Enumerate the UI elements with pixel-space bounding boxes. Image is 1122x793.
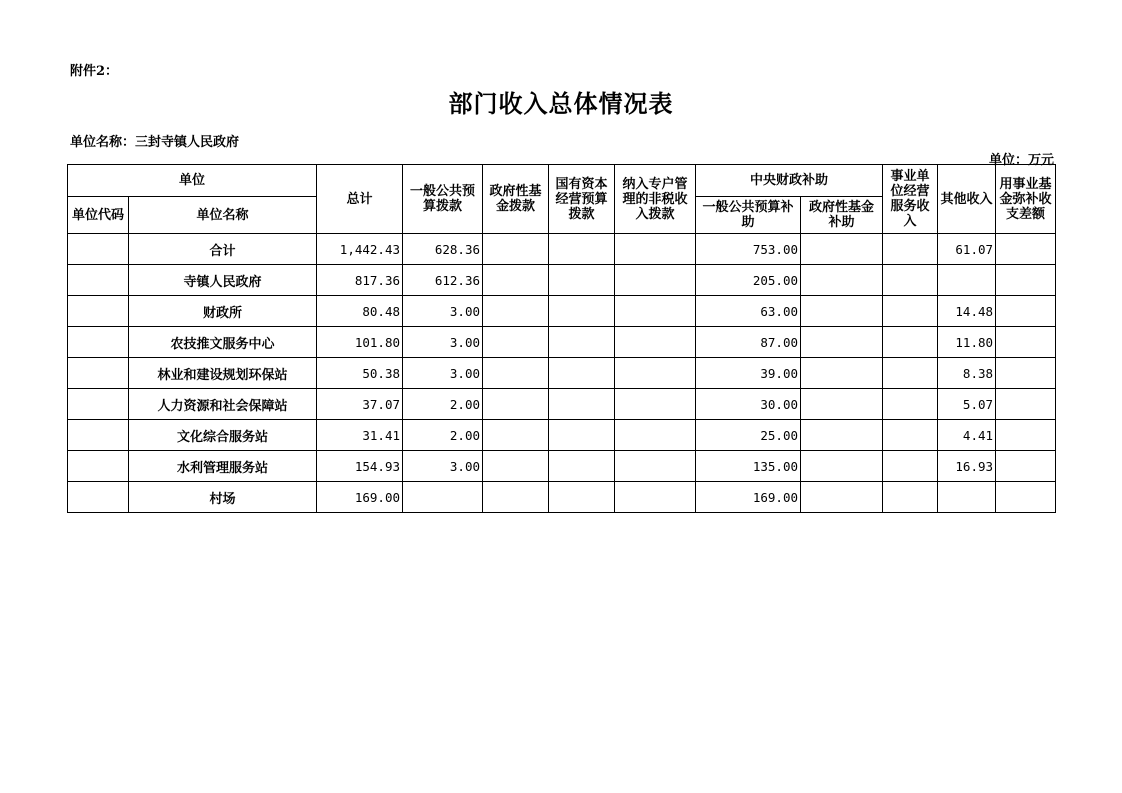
cell-general-budget: 3.00 [403, 327, 483, 358]
cell-other-income: 61.07 [938, 234, 996, 265]
cell-business-income [883, 327, 938, 358]
cell-state-capital [549, 482, 615, 513]
header-general-budget: 一般公共预算拨款 [403, 165, 483, 234]
cell-other-income [938, 265, 996, 296]
cell-special-fund [615, 482, 696, 513]
cell-state-capital [549, 327, 615, 358]
unit-name-label: 单位名称：三封寺镇人民政府 [70, 135, 240, 150]
cell-general-budget: 3.00 [403, 296, 483, 327]
cell-business-income [883, 265, 938, 296]
cell-code [68, 358, 129, 389]
header-unit-code: 单位代码 [68, 197, 129, 234]
cell-total: 101.80 [317, 327, 403, 358]
table-row [68, 420, 1056, 451]
cell-central-fund [801, 234, 883, 265]
cell-central-fund [801, 389, 883, 420]
table-row [68, 327, 1056, 358]
header-central-general: 一般公共预算补助 [696, 197, 801, 234]
cell-name: 林业和建设规划环保站 [129, 358, 317, 389]
cell-total: 37.07 [317, 389, 403, 420]
cell-state-capital [549, 389, 615, 420]
cell-central-general: 169.00 [696, 482, 801, 513]
cell-central-fund [801, 358, 883, 389]
cell-name: 水利管理服务站 [129, 451, 317, 482]
cell-general-budget: 612.36 [403, 265, 483, 296]
cell-name: 人力资源和社会保障站 [129, 389, 317, 420]
cell-gov-fund [483, 420, 549, 451]
cell-other-income: 4.41 [938, 420, 996, 451]
cell-gov-fund [483, 234, 549, 265]
cell-special-fund [615, 389, 696, 420]
cell-central-fund [801, 451, 883, 482]
cell-fund-balance [996, 296, 1056, 327]
cell-fund-balance [996, 420, 1056, 451]
cell-state-capital [549, 234, 615, 265]
cell-code [68, 234, 129, 265]
currency-unit-label: 单位：万元 [988, 153, 1054, 168]
cell-other-income: 5.07 [938, 389, 996, 420]
cell-gov-fund [483, 296, 549, 327]
cell-gov-fund [483, 327, 549, 358]
cell-total: 169.00 [317, 482, 403, 513]
cell-total: 80.48 [317, 296, 403, 327]
cell-name: 合计 [129, 234, 317, 265]
cell-total: 1,442.43 [317, 234, 403, 265]
cell-special-fund [615, 451, 696, 482]
cell-total: 50.38 [317, 358, 403, 389]
cell-business-income [883, 358, 938, 389]
header-business-income: 事业单位经营服务收入 [883, 165, 938, 234]
cell-other-income: 16.93 [938, 451, 996, 482]
cell-general-budget: 3.00 [403, 358, 483, 389]
header-central-subsidy: 中央财政补助 [696, 165, 883, 197]
cell-general-budget: 2.00 [403, 389, 483, 420]
cell-name: 财政所 [129, 296, 317, 327]
cell-special-fund [615, 234, 696, 265]
cell-business-income [883, 234, 938, 265]
cell-special-fund [615, 420, 696, 451]
cell-business-income [883, 420, 938, 451]
cell-special-fund [615, 265, 696, 296]
cell-central-fund [801, 327, 883, 358]
table-row [68, 358, 1056, 389]
cell-other-income: 8.38 [938, 358, 996, 389]
attachment-label: 附件2： [70, 64, 119, 79]
cell-central-general: 205.00 [696, 265, 801, 296]
cell-fund-balance [996, 265, 1056, 296]
table-row [68, 234, 1056, 265]
cell-special-fund [615, 327, 696, 358]
cell-central-fund [801, 482, 883, 513]
cell-code [68, 420, 129, 451]
cell-fund-balance [996, 327, 1056, 358]
cell-central-general: 63.00 [696, 296, 801, 327]
cell-fund-balance [996, 482, 1056, 513]
cell-code [68, 389, 129, 420]
table-row [68, 265, 1056, 296]
header-other-income: 其他收入 [938, 165, 996, 234]
cell-state-capital [549, 451, 615, 482]
cell-general-budget: 2.00 [403, 420, 483, 451]
cell-total: 817.36 [317, 265, 403, 296]
cell-total: 154.93 [317, 451, 403, 482]
cell-central-general: 87.00 [696, 327, 801, 358]
cell-fund-balance [996, 234, 1056, 265]
cell-state-capital [549, 358, 615, 389]
header-unit-name: 单位名称 [129, 197, 317, 234]
income-table [67, 164, 1056, 513]
cell-fund-balance [996, 389, 1056, 420]
table-row [68, 296, 1056, 327]
cell-general-budget: 628.36 [403, 234, 483, 265]
cell-special-fund [615, 296, 696, 327]
page-title: 部门收入总体情况表 [448, 89, 674, 118]
cell-central-fund [801, 265, 883, 296]
cell-fund-balance [996, 358, 1056, 389]
header-state-capital: 国有资本经营预算拨款 [549, 165, 615, 234]
cell-central-general: 25.00 [696, 420, 801, 451]
cell-code [68, 482, 129, 513]
cell-central-fund [801, 296, 883, 327]
cell-state-capital [549, 296, 615, 327]
header-central-fund: 政府性基金补助 [801, 197, 883, 234]
cell-gov-fund [483, 265, 549, 296]
cell-business-income [883, 389, 938, 420]
cell-other-income: 14.48 [938, 296, 996, 327]
table-row [68, 451, 1056, 482]
cell-code [68, 265, 129, 296]
cell-central-general: 135.00 [696, 451, 801, 482]
cell-general-budget [403, 482, 483, 513]
cell-central-fund [801, 420, 883, 451]
table-row [68, 482, 1056, 513]
cell-name: 村场 [129, 482, 317, 513]
cell-central-general: 39.00 [696, 358, 801, 389]
cell-special-fund [615, 358, 696, 389]
cell-central-general: 30.00 [696, 389, 801, 420]
cell-gov-fund [483, 482, 549, 513]
header-unit: 单位 [68, 165, 317, 197]
cell-gov-fund [483, 358, 549, 389]
cell-state-capital [549, 420, 615, 451]
cell-name: 文化综合服务站 [129, 420, 317, 451]
cell-state-capital [549, 265, 615, 296]
cell-name: 寺镇人民政府 [129, 265, 317, 296]
cell-total: 31.41 [317, 420, 403, 451]
cell-business-income [883, 296, 938, 327]
cell-gov-fund [483, 451, 549, 482]
cell-general-budget: 3.00 [403, 451, 483, 482]
cell-code [68, 296, 129, 327]
header-gov-fund: 政府性基金拨款 [483, 165, 549, 234]
cell-fund-balance [996, 451, 1056, 482]
table-row [68, 389, 1056, 420]
header-special-fund: 纳入专户管理的非税收入拨款 [615, 165, 696, 234]
cell-business-income [883, 451, 938, 482]
cell-other-income [938, 482, 996, 513]
header-total: 总计 [317, 165, 403, 234]
cell-code [68, 327, 129, 358]
header-fund-balance: 用事业基金弥补收支差额 [996, 165, 1056, 234]
cell-other-income: 11.80 [938, 327, 996, 358]
cell-name: 农技推文服务中心 [129, 327, 317, 358]
cell-business-income [883, 482, 938, 513]
cell-central-general: 753.00 [696, 234, 801, 265]
cell-code [68, 451, 129, 482]
cell-gov-fund [483, 389, 549, 420]
